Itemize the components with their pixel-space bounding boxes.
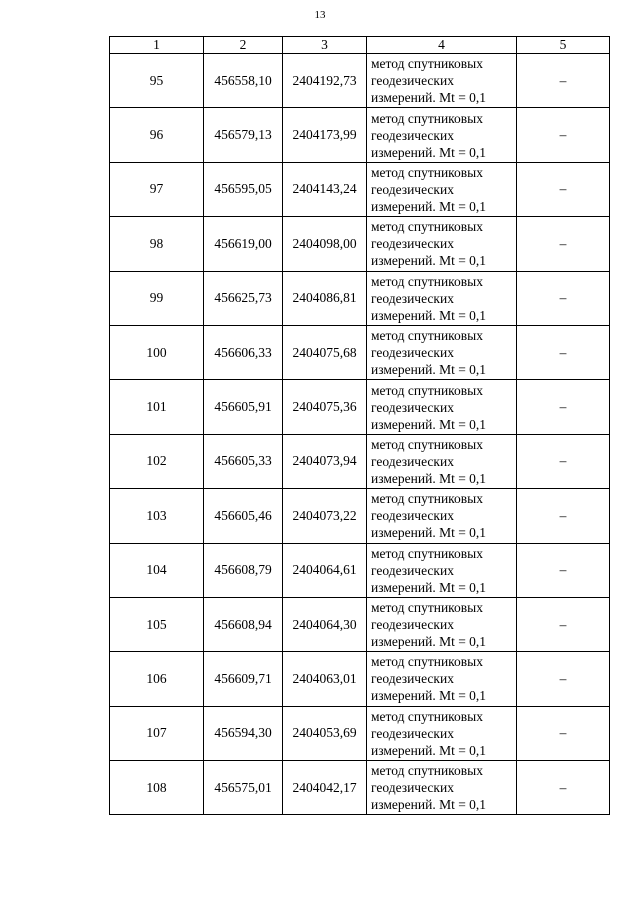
method-cell <box>367 434 517 488</box>
y-coordinate-cell: 2404143,24 <box>283 162 367 216</box>
method-cell <box>367 108 517 162</box>
x-coordinate-cell: 456605,33 <box>204 434 283 488</box>
table-row <box>110 434 610 488</box>
point-number-cell: 105 <box>110 597 204 651</box>
y-coordinate-cell: 2404042,17 <box>283 761 367 815</box>
method-cell <box>367 380 517 434</box>
method-cell <box>367 706 517 760</box>
method-line: измерений. Mt = 0,1 <box>371 742 487 758</box>
y-coordinate-cell: 2404075,36 <box>283 380 367 434</box>
table-body <box>110 54 610 815</box>
method-line: метод спутниковых <box>371 491 483 507</box>
method-cell <box>367 652 517 706</box>
note-cell: – <box>517 434 610 488</box>
y-coordinate-cell: 2404064,30 <box>283 597 367 651</box>
column-header: 1 <box>110 37 204 54</box>
method-line: метод спутниковых <box>371 164 483 180</box>
method-line: геодезических <box>371 236 454 252</box>
note-cell: – <box>517 162 610 216</box>
point-number-cell: 104 <box>110 543 204 597</box>
note-cell: – <box>517 271 610 325</box>
method-line: измерений. Mt = 0,1 <box>371 797 487 813</box>
method-line: геодезических <box>371 127 454 143</box>
method-cell <box>367 271 517 325</box>
method-line: метод спутниковых <box>371 545 483 561</box>
method-line: геодезических <box>371 73 454 89</box>
table-row <box>110 489 610 543</box>
method-line: геодезических <box>371 453 454 469</box>
column-header: 4 <box>367 37 517 54</box>
method-line: измерений. Mt = 0,1 <box>371 90 487 106</box>
method-line: метод спутниковых <box>371 654 483 670</box>
point-number-cell: 108 <box>110 761 204 815</box>
x-coordinate-cell: 456605,91 <box>204 380 283 434</box>
note-cell: – <box>517 380 610 434</box>
method-line: геодезических <box>371 290 454 306</box>
x-coordinate-cell: 456558,10 <box>204 54 283 108</box>
note-cell: – <box>517 54 610 108</box>
method-line: измерений. Mt = 0,1 <box>371 307 487 323</box>
method-line: геодезических <box>371 508 454 524</box>
method-line: геодезических <box>371 562 454 578</box>
method-line: измерений. Mt = 0,1 <box>371 525 487 541</box>
method-line: геодезических <box>371 181 454 197</box>
method-cell <box>367 162 517 216</box>
table-row <box>110 761 610 815</box>
method-line: геодезических <box>371 671 454 687</box>
note-cell: – <box>517 543 610 597</box>
x-coordinate-cell: 456619,00 <box>204 217 283 271</box>
table-header-row <box>110 37 610 54</box>
method-line: метод спутниковых <box>371 273 483 289</box>
method-line: измерений. Mt = 0,1 <box>371 253 487 269</box>
note-cell: – <box>517 597 610 651</box>
method-line: измерений. Mt = 0,1 <box>371 144 487 160</box>
method-line: метод спутниковых <box>371 763 483 779</box>
note-cell: – <box>517 706 610 760</box>
x-coordinate-cell: 456625,73 <box>204 271 283 325</box>
method-cell <box>367 325 517 379</box>
x-coordinate-cell: 456606,33 <box>204 325 283 379</box>
page-number: 13 <box>314 9 326 21</box>
point-number-cell: 98 <box>110 217 204 271</box>
x-coordinate-cell: 456609,71 <box>204 652 283 706</box>
y-coordinate-cell: 2404075,68 <box>283 325 367 379</box>
point-number-cell: 97 <box>110 162 204 216</box>
point-number-cell: 96 <box>110 108 204 162</box>
method-line: геодезических <box>371 780 454 796</box>
y-coordinate-cell: 2404063,01 <box>283 652 367 706</box>
y-coordinate-cell: 2404073,22 <box>283 489 367 543</box>
point-number-cell: 106 <box>110 652 204 706</box>
table-row <box>110 652 610 706</box>
x-coordinate-cell: 456595,05 <box>204 162 283 216</box>
method-cell <box>367 217 517 271</box>
method-line: метод спутниковых <box>371 708 483 724</box>
method-cell <box>367 761 517 815</box>
table-row <box>110 597 610 651</box>
point-number-cell: 102 <box>110 434 204 488</box>
y-coordinate-cell: 2404086,81 <box>283 271 367 325</box>
method-cell <box>367 489 517 543</box>
point-number-cell: 99 <box>110 271 204 325</box>
method-line: геодезических <box>371 725 454 741</box>
x-coordinate-cell: 456594,30 <box>204 706 283 760</box>
table-row <box>110 271 610 325</box>
coordinates-table <box>109 36 610 815</box>
point-number-cell: 100 <box>110 325 204 379</box>
y-coordinate-cell: 2404098,00 <box>283 217 367 271</box>
method-cell <box>367 543 517 597</box>
note-cell: – <box>517 652 610 706</box>
method-line: измерений. Mt = 0,1 <box>371 362 487 378</box>
x-coordinate-cell: 456608,79 <box>204 543 283 597</box>
note-cell: – <box>517 108 610 162</box>
y-coordinate-cell: 2404192,73 <box>283 54 367 108</box>
method-line: метод спутниковых <box>371 110 483 126</box>
x-coordinate-cell: 456608,94 <box>204 597 283 651</box>
method-line: метод спутниковых <box>371 600 483 616</box>
method-cell <box>367 54 517 108</box>
note-cell: – <box>517 761 610 815</box>
method-line: метод спутниковых <box>371 219 483 235</box>
method-line: измерений. Mt = 0,1 <box>371 198 487 214</box>
point-number-cell: 103 <box>110 489 204 543</box>
y-coordinate-cell: 2404173,99 <box>283 108 367 162</box>
note-cell: – <box>517 325 610 379</box>
method-line: метод спутниковых <box>371 382 483 398</box>
y-coordinate-cell: 2404053,69 <box>283 706 367 760</box>
table-row <box>110 543 610 597</box>
method-line: геодезических <box>371 399 454 415</box>
table-row <box>110 217 610 271</box>
method-line: метод спутниковых <box>371 56 483 72</box>
method-line: измерений. Mt = 0,1 <box>371 688 487 704</box>
point-number-cell: 107 <box>110 706 204 760</box>
column-header: 5 <box>517 37 610 54</box>
method-line: метод спутниковых <box>371 328 483 344</box>
table-row <box>110 325 610 379</box>
table-row <box>110 706 610 760</box>
table-row <box>110 108 610 162</box>
note-cell: – <box>517 217 610 271</box>
point-number-cell: 95 <box>110 54 204 108</box>
point-number-cell: 101 <box>110 380 204 434</box>
method-line: метод спутниковых <box>371 436 483 452</box>
method-line: измерений. Mt = 0,1 <box>371 634 487 650</box>
x-coordinate-cell: 456575,01 <box>204 761 283 815</box>
x-coordinate-cell: 456605,46 <box>204 489 283 543</box>
method-line: измерений. Mt = 0,1 <box>371 416 487 432</box>
y-coordinate-cell: 2404064,61 <box>283 543 367 597</box>
method-line: геодезических <box>371 345 454 361</box>
table-row <box>110 54 610 108</box>
method-line: измерений. Mt = 0,1 <box>371 579 487 595</box>
x-coordinate-cell: 456579,13 <box>204 108 283 162</box>
method-line: измерений. Mt = 0,1 <box>371 470 487 486</box>
y-coordinate-cell: 2404073,94 <box>283 434 367 488</box>
column-header: 3 <box>283 37 367 54</box>
table-row <box>110 380 610 434</box>
method-line: геодезических <box>371 617 454 633</box>
note-cell: – <box>517 489 610 543</box>
method-cell <box>367 597 517 651</box>
column-header: 2 <box>204 37 283 54</box>
table-row <box>110 162 610 216</box>
